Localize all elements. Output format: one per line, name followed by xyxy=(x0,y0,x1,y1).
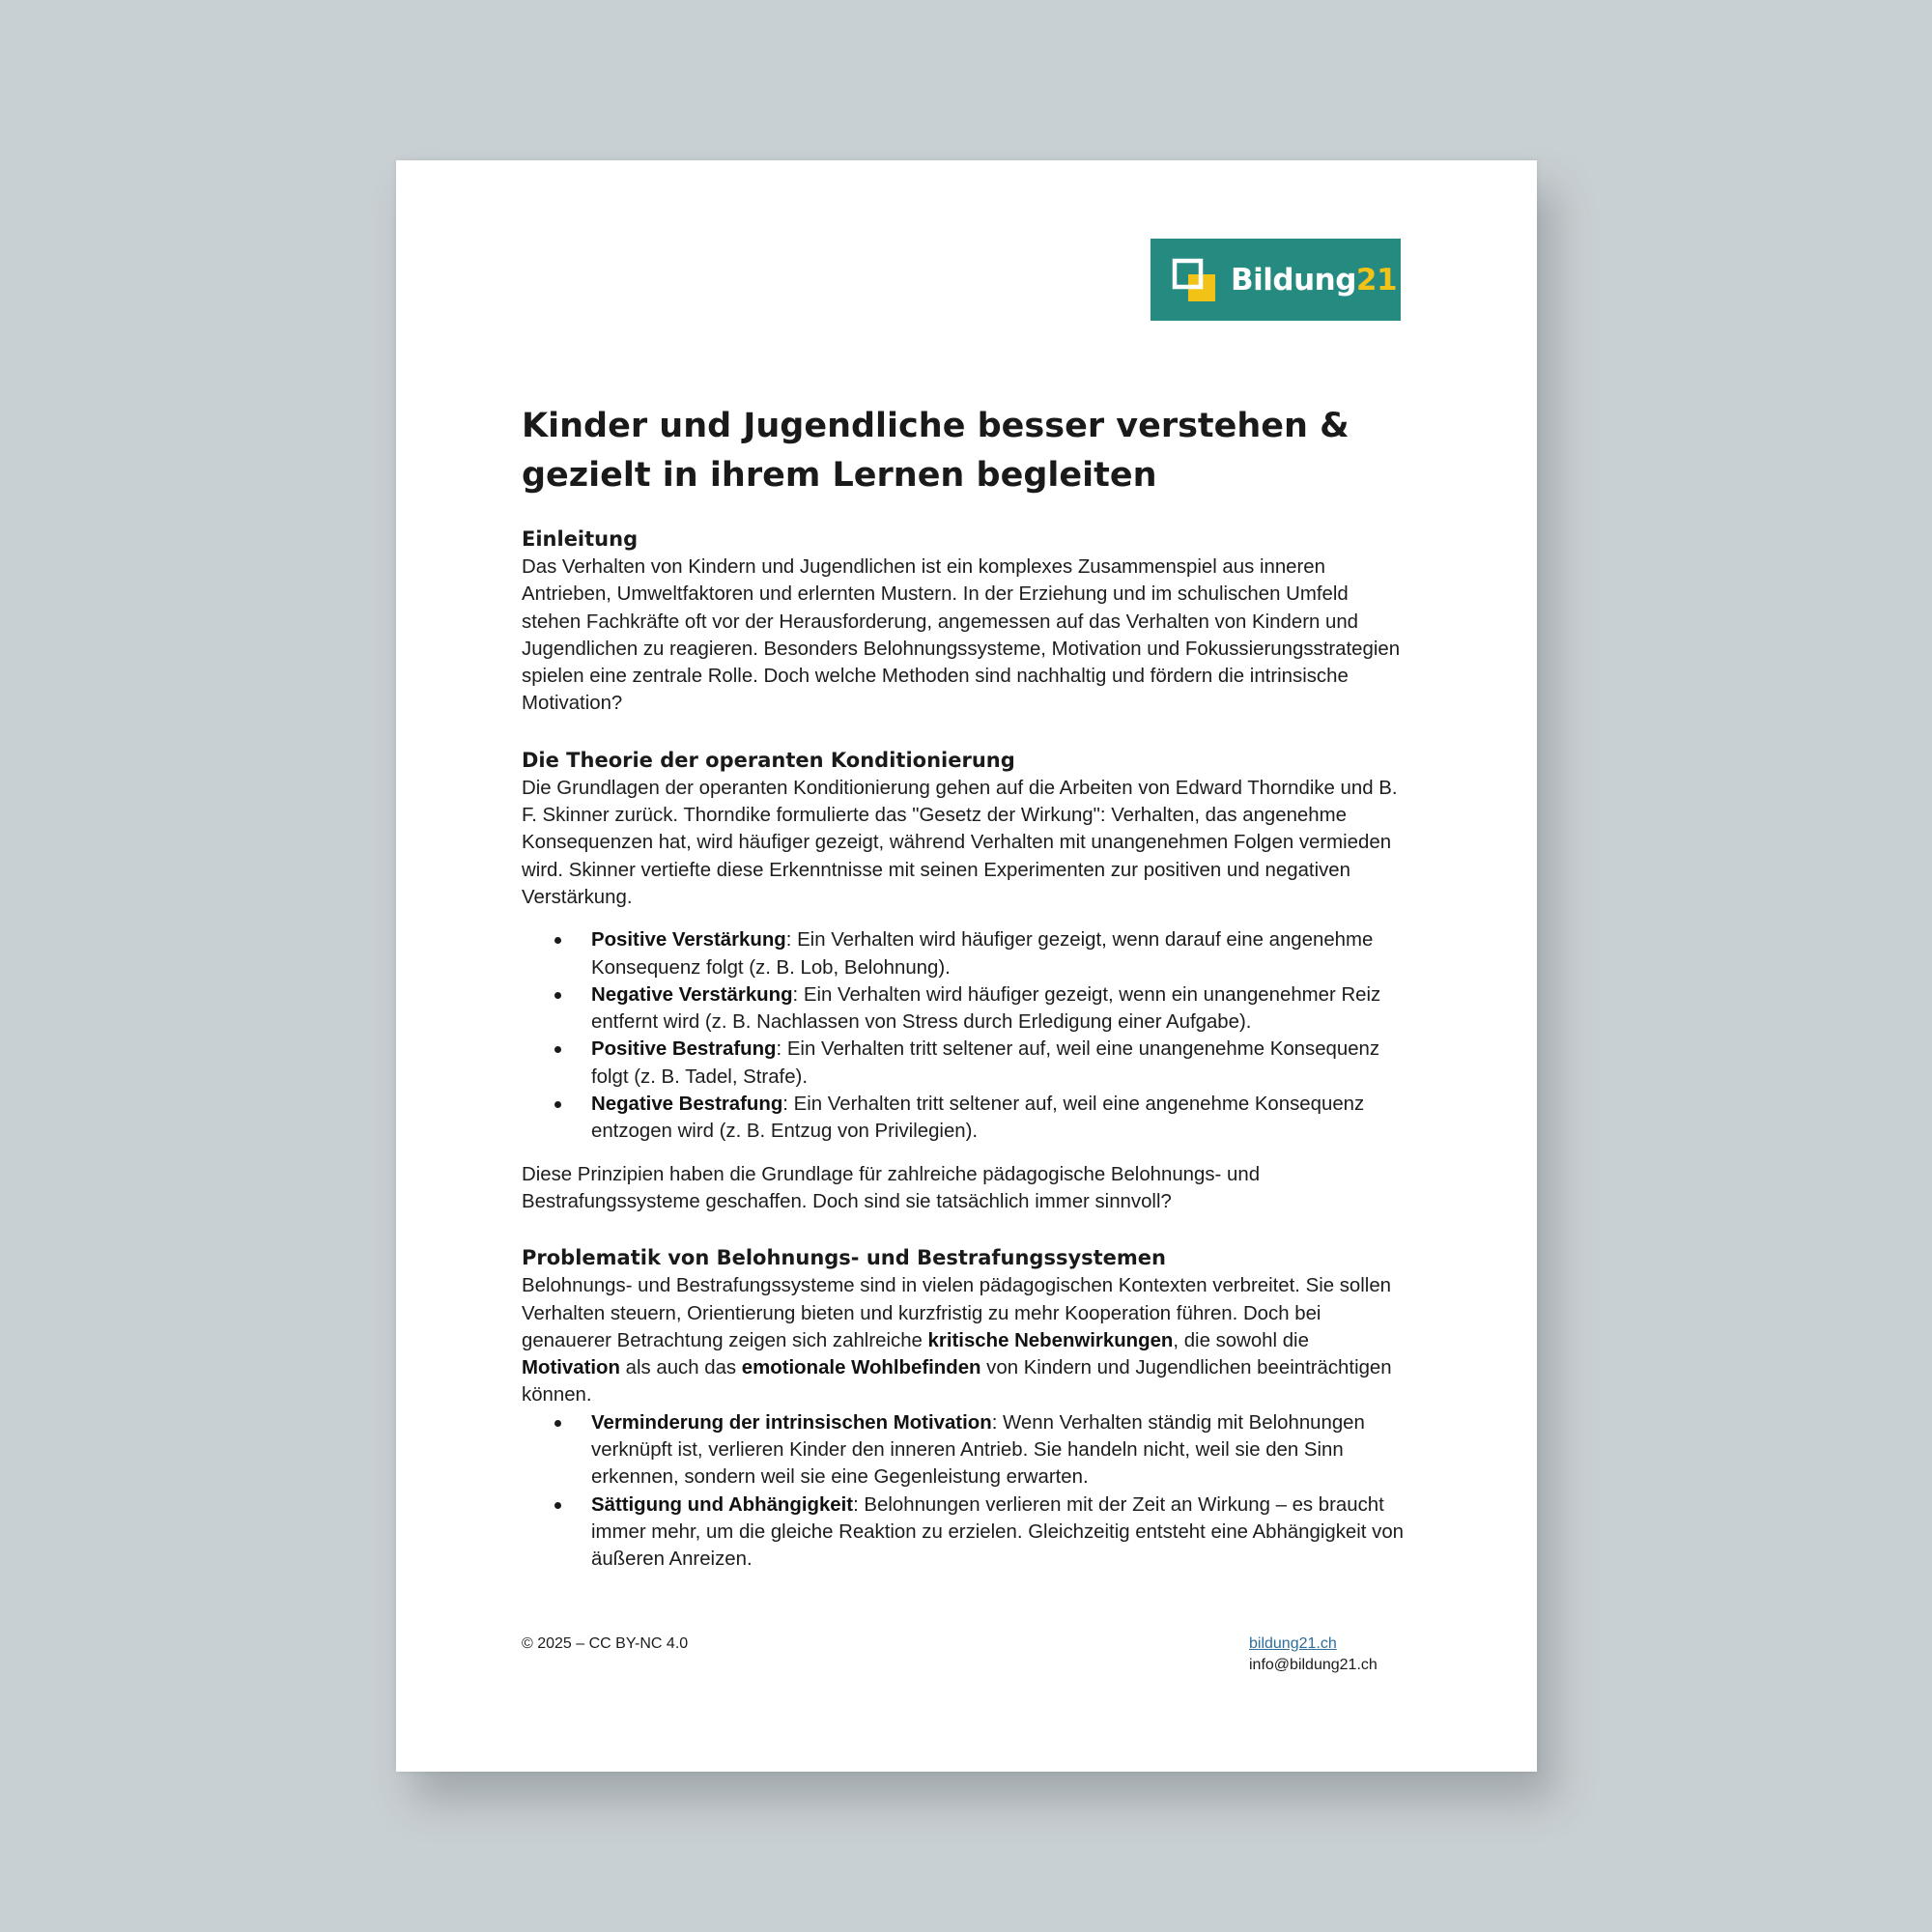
document-title: Kinder und Jugendliche besser verstehen & gezielt in ihrem Lernen begleiten xyxy=(522,407,1350,495)
list-item-term: Positive Verstärkung xyxy=(591,929,786,952)
list-item xyxy=(522,1409,1410,1492)
list-item-term: Negative Verstärkung xyxy=(591,983,793,1006)
list-item-text: : Ein Verhalten tritt seltener auf, weil eine unangenehme Konsequenz folgt (z. B. Tadel, Strafe). xyxy=(591,1038,1380,1088)
list-item-text: : Ein Verhalten wird häufiger gezeigt, wenn ein unangenehmer Reiz entfernt wird (z. B. Nachlassen von Stress durch Erledigung einer Aufgabe). xyxy=(591,983,1381,1034)
problems-bold-2: Motivation xyxy=(522,1357,620,1379)
list-item xyxy=(522,981,1410,1037)
intro-paragraph: Das Verhalten von Kindern und Jugendlichen ist ein komplexes Zusammenspiel aus inneren Antrieben, Umweltfaktoren und erlernten Mustern. In der Erziehung und im schulischen Umfeld stehen Fachkräfte oft vor der Herausforderung, angemessen auf das Verhalten von Kindern und Jugendlichen zu reagieren. Besonders Belohnungssysteme, Motivation und Fokussierungsstrategien spielen eine zentrale Rolle. Doch welche Methoden sind nachhaltig und fördern die intrinsische Motivation? xyxy=(522,556,1401,715)
theory-paragraph: Die Grundlagen der operanten Konditionierung gehen auf die Arbeiten von Edward Thorndike und B. F. Skinner zurück. Thorndike formulierte das "Gesetz der Wirkung": Verhalten, das angenehme Konsequenzen hat, wird häufiger gezeigt, während Verhalten mit unangenehmen Folgen vermieden wird. Skinner vertiefte diese Erkenntnisse mit seinen Experimenten zur positiven und negativen Verstärkung. xyxy=(522,777,1398,908)
bullet-icon xyxy=(554,1420,561,1427)
problems-list xyxy=(522,1409,1410,1574)
bullet-icon xyxy=(554,937,561,944)
list-item-term: Negative Bestrafung xyxy=(591,1094,783,1116)
problems-text-3: als auch das xyxy=(619,1357,742,1379)
contact-block xyxy=(1249,1634,1378,1676)
list-item-term: Sättigung und Abhängigkeit xyxy=(591,1493,854,1516)
bildung21-logo xyxy=(1151,239,1401,321)
problems-paragraph xyxy=(522,1272,1410,1408)
conditioning-list xyxy=(522,926,1410,1145)
problems-bold-3: emotionale Wohlbefinden xyxy=(741,1357,981,1379)
logo-text-accent: 21 xyxy=(1355,263,1398,298)
list-item xyxy=(522,926,1410,981)
list-item-text: : Ein Verhalten wird häufiger gezeigt, wenn darauf eine angenehme Konsequenz folgt (z. B. Lob, Belohnung). xyxy=(591,929,1374,979)
list-item-term: Positive Bestrafung xyxy=(591,1038,777,1061)
contact-email: info@bildung21.ch xyxy=(1249,1657,1378,1673)
problems-text-4: von Kindern und Jugendlichen beeinträchtigen können. xyxy=(522,1357,1392,1406)
list-item xyxy=(522,1036,1410,1091)
bullet-icon xyxy=(554,1101,561,1108)
list-item-text: : Belohnungen verlieren mit der Zeit an Wirkung – es braucht immer mehr, um die gleiche Reaktion zu erzielen. Gleichzeitig entsteht eine Abhängigkeit von äußeren Anreizen. xyxy=(591,1493,1405,1571)
document-page xyxy=(396,160,1537,1772)
license-note: © 2025 – CC BY-NC 4.0 xyxy=(522,1635,689,1652)
heading-theorie: Die Theorie der operanten Konditionierung xyxy=(522,748,1015,772)
logo-text-main: Bildung xyxy=(1231,263,1356,298)
list-item xyxy=(522,1091,1410,1146)
problems-text-1: Belohnungs- und Bestrafungssysteme sind in vielen pädagogischen Kontexten verbreitet. Sie sollen Verhalten steuern, Orientierung bieten und kurzfristig zu mehr Kooperation führen. Doch bei genauerer Betrachtung zeigen sich zahlreiche xyxy=(522,1275,1392,1351)
heading-einleitung: Einleitung xyxy=(522,527,639,551)
bullet-icon xyxy=(554,1502,561,1509)
list-item-text: : Ein Verhalten tritt seltener auf, weil eine angenehme Konsequenz entzogen wird (z. B. Entzug von Privilegien). xyxy=(591,1094,1365,1143)
list-item-term: Verminderung der intrinsischen Motivation xyxy=(591,1411,992,1434)
website-link[interactable]: bildung21.ch xyxy=(1249,1635,1337,1652)
problems-bold-1: kritische Nebenwirkungen xyxy=(927,1329,1174,1351)
list-item xyxy=(522,1492,1410,1574)
heading-problematik: Problematik von Belohnungs- und Bestrafungssystemen xyxy=(522,1246,1166,1270)
two-overlapping-squares-icon xyxy=(1172,258,1218,304)
document-body xyxy=(522,402,1410,1574)
logo-wordmark xyxy=(1231,260,1397,300)
bullet-icon xyxy=(554,1046,561,1053)
list-item-text: : Wenn Verhalten ständig mit Belohnungen verknüpft ist, verlieren Kinder den inneren Antrieb. Sie handeln nicht, weil sie den Sinn erkennen, sondern weil sie eine Gegenleistung erwarten. xyxy=(591,1411,1365,1489)
problems-text-2: , die sowohl die xyxy=(1173,1329,1309,1351)
theory-closing-paragraph: Diese Prinzipien haben die Grundlage für zahlreiche pädagogische Belohnungs- und Bestrafungssysteme geschaffen. Doch sind sie tatsächlich immer sinnvoll? xyxy=(522,1163,1261,1212)
bullet-icon xyxy=(554,992,561,999)
